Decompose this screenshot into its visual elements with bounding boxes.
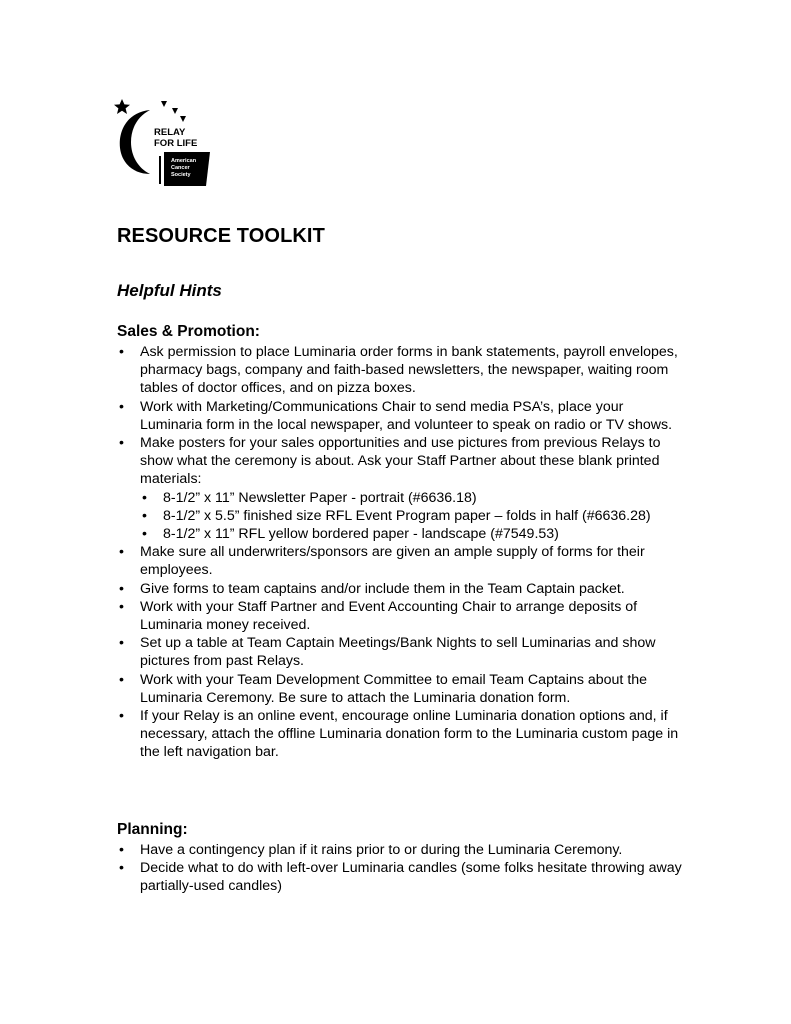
materials-sublist (140, 489, 687, 544)
triangle-icon (180, 116, 186, 122)
star-icon (114, 99, 130, 114)
sublist-item: • 8-1/2” x 11” RFL yellow bordered paper - landscape (#7549.53) (140, 525, 687, 543)
triangle-icon (172, 108, 178, 114)
planning-heading: Planning: (117, 821, 188, 838)
logo-line2: FOR LIFE (154, 138, 198, 149)
planning-list (117, 841, 687, 896)
list-item: • Make sure all underwriters/sponsors are given an ample supply of forms for their employees. (117, 543, 687, 579)
logo-line1: RELAY (154, 127, 186, 138)
list-item-text: Make posters for your sales opportunities and use pictures from previous Relays to show what the ceremony is about. Ask your Staff Partner about these blank printed materials: (140, 435, 661, 488)
sales-promotion-section (117, 322, 687, 762)
relay-for-life-logo (114, 98, 214, 190)
logo-org-line1: American (171, 158, 197, 164)
torch-icon (159, 156, 161, 184)
crescent-moon-icon (120, 110, 150, 174)
triangle-icon (161, 101, 167, 107)
logo-org-line3: Society (171, 172, 191, 178)
sales-heading: Sales & Promotion: (117, 323, 260, 340)
list-item: • Have a contingency plan if it rains prior to or during the Luminaria Ceremony. (117, 841, 687, 859)
list-item: • Ask permission to place Luminaria order forms in bank statements, payroll envelopes, pharmacy bags, company and faith-based newsletters, the newspaper, waiting room tables of doctor offices, and on pizza boxes. (117, 343, 687, 398)
list-item: • Set up a table at Team Captain Meetings/Bank Nights to sell Luminarias and show pictures from past Relays. (117, 634, 687, 670)
sublist-item: • 8-1/2” x 5.5” finished size RFL Event Program paper – folds in half (#6636.28) (140, 507, 687, 525)
list-item: • Work with your Team Development Committee to email Team Captains about the Luminaria Ceremony. Be sure to attach the Luminaria donation form. (117, 671, 687, 707)
list-item: • If your Relay is an online event, encourage online Luminaria donation options and, if necessary, attach the offline Luminaria donation form to the Luminaria custom page in the left navigation bar. (117, 707, 687, 762)
sublist-item: • 8-1/2” x 11” Newsletter Paper - portrait (#6636.18) (140, 489, 687, 507)
list-item (117, 434, 687, 543)
list-item: • Work with Marketing/Communications Chair to send media PSA’s, place your Luminaria form in the local newspaper, and volunteer to speak on radio or TV shows. (117, 398, 687, 434)
page-title: RESOURCE TOOLKIT (117, 225, 325, 247)
sales-list (117, 343, 687, 762)
list-item: • Decide what to do with left-over Luminaria candles (some folks hesitate throwing away partially-used candles) (117, 859, 687, 895)
logo-org-line2: Cancer (171, 165, 190, 171)
list-item: • Give forms to team captains and/or include them in the Team Captain packet. (117, 580, 687, 598)
list-item: • Work with your Staff Partner and Event Accounting Chair to arrange deposits of Luminaria money received. (117, 598, 687, 634)
page-subtitle: Helpful Hints (117, 281, 222, 300)
planning-section (117, 820, 687, 896)
logo-graphic (114, 98, 214, 190)
